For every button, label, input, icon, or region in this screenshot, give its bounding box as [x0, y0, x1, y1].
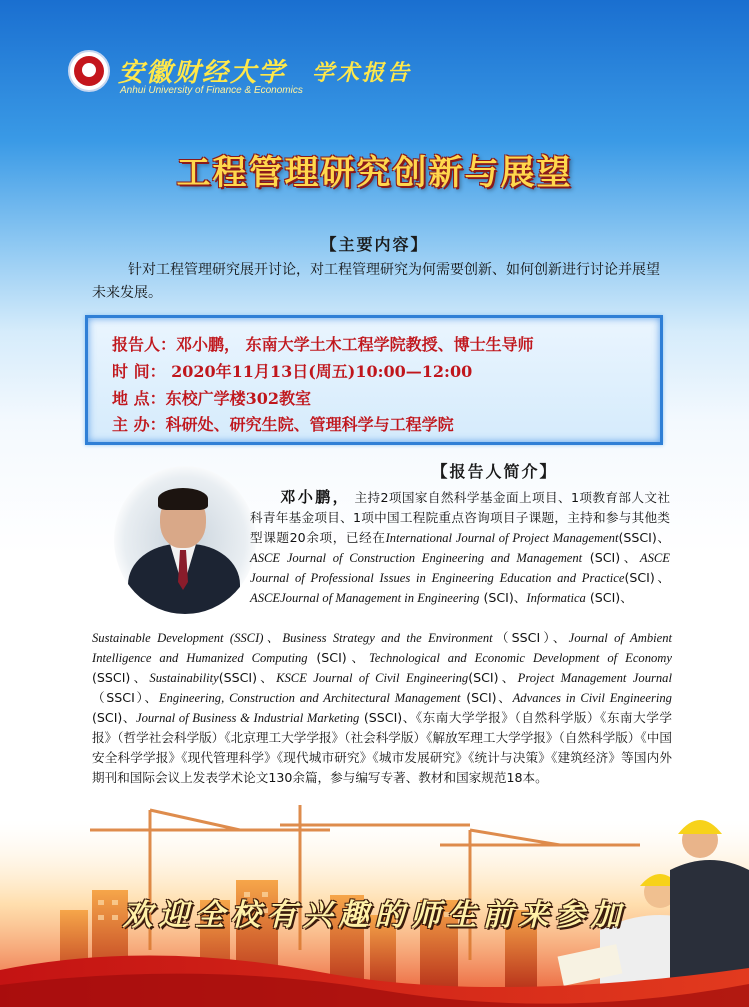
bio-name: 邓小鹏，	[280, 488, 351, 506]
university-logo	[68, 50, 110, 92]
bio-text-bottom: Sustainable Development (SSCI)、Business Strategy and the Environment（SSCI）、Journal of Ambient Intelligence and Humanized Computing (SCI)、Technological and Economic Development of Economy (SSCI)、Sustainability(SSCI)、KSCE Journal of Civil Engineering(SCI)、Project Management Journal（SSCI）、Engineering, Construction and Architectural Management (SCI)、Advances in Civil Engineering (SCI)、Journal of Business & Industrial Marketing (SSCI)、《东南大学学报》（自然科学版）《东南大学学报》（哲学社会科学版）《北京理工大学学报》（社会科学版）《解放军理工大学学报》（自然科学版）《中国安全科学学报》《现代管理科学》《现代城市研究》《城市发展研究》《统计与决策》《建筑经济》等国内外期刊和国际会议上发表学术论文130余篇，参与编写专著、教材和国家规范18本。	[92, 630, 672, 785]
info-speaker: 报告人：邓小鹏， 东南大学土木工程学院教授、博士生导师	[112, 335, 534, 354]
report-tag: 学术报告	[312, 60, 413, 86]
welcome-banner: 欢迎全校有兴趣的师生前来参加	[122, 898, 627, 933]
info-host: 主 办：科研处、研究生院、管理科学与工程学院	[112, 415, 454, 434]
bio-heading: 【报告人简介】	[431, 462, 558, 481]
info-place: 地 点：东校广学楼302教室	[112, 389, 311, 408]
bio-text-top: 邓小鹏， 主持2项国家自然科学基金面上项目、1项教育部人文社科青年基金项目、1项中国工程院重点咨询项目子课题，主持和参与其他类型课题20余项，已经在International Journal of Project Management(SSCI)、ASCE Journal of Construction Engineering and Management (SCI)、ASCE Journal of Professional Issues in Engineering Education and Practice(SCI)、ASCEJournal of Management in Engineering (SCI)、Informatica (SCI)、	[250, 488, 670, 605]
university-name-en: Anhui University of Finance & Economics	[120, 85, 303, 96]
info-time: 时 间： 2020年11月13日(周五)10:00—12:00	[112, 362, 473, 381]
summary-text: 针对工程管理研究展开讨论，对工程管理研究为何需要创新、如何创新进行讨论并展望未来发展。	[92, 262, 660, 301]
speaker-photo	[114, 466, 256, 614]
summary-heading: 【主要内容】	[320, 235, 429, 254]
university-name: 安徽财经大学	[118, 58, 287, 88]
info-box	[85, 315, 663, 445]
lecture-title: 工程管理研究创新与展望	[176, 153, 573, 193]
